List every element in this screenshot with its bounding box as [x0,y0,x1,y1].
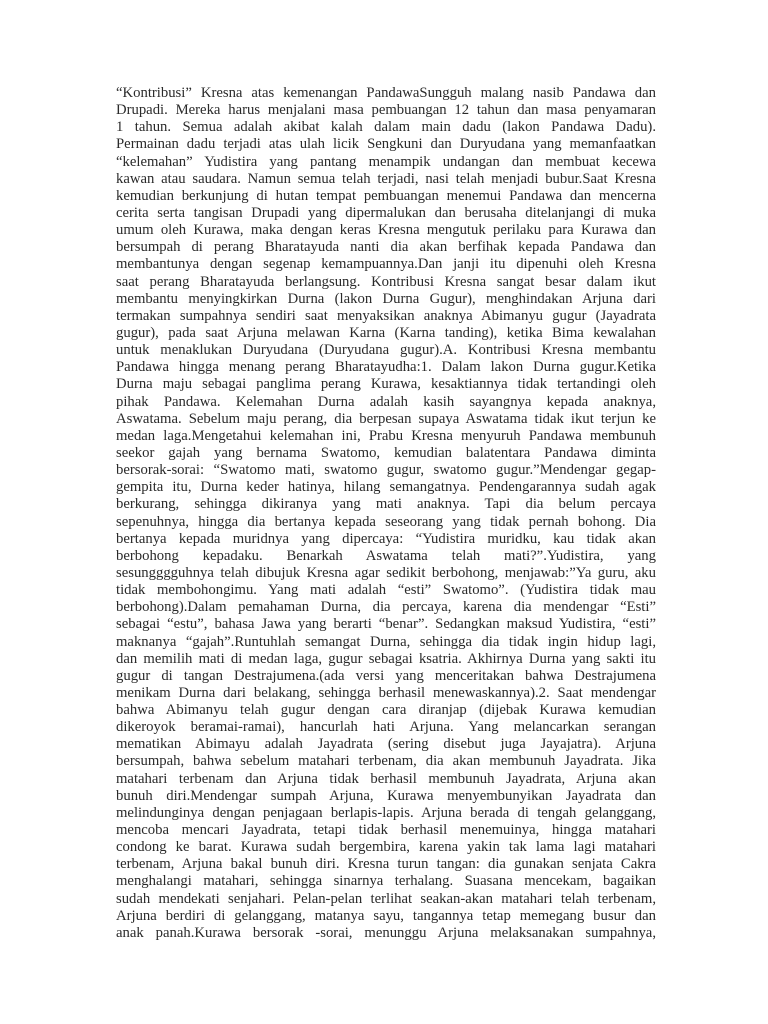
text-line: bunuh diri.Mendengar sumpah Arjuna, Kurawa menyembunyikan Jayadrata dan [116,787,656,804]
text-line: pihak Pandawa. Kelemahan Durna adalah kasih sayangnya kepada anaknya, [116,393,656,410]
text-line: bersumpah, bahwa sebelum matahari terbenam, dia akan membunuh Jayadrata. Jika [116,753,656,770]
text-line: melindunginya dengan penjagaan berlapis-lapis. Arjuna berada di tengah gelanggang, [116,804,656,821]
text-line: bersorak-sorai: “Swatomo mati, swatomo gugur, swatomo gugur.”Mendengar gegap- [116,462,656,479]
text-line: terbenam, Arjuna bakal bunuh diri. Kresna turun tangan: dia gunakan senjata Cakra [116,856,656,873]
text-line: dan memilih mati di medan laga, gugur sebagai ksatria. Akhirnya Durna yang sakti itu [116,650,656,667]
text-line: “kelemahan” Yudistira yang pantang menampik undangan dan membuat kecewa [116,153,656,170]
text-line: umum oleh Kurawa, maka dengan keras Kresna mengutuk perilaku para Kurawa dan [116,222,656,239]
text-line: seekor gajah yang bernama Swatomo, kemudian balatentara Pandawa diminta [116,444,656,461]
text-line: berkurang, sehingga dikiranya yang mati anaknya. Tapi dia belum percaya [116,496,656,513]
text-line: Aswatama. Sebelum maju perang, dia berpesan supaya Aswatama tidak ikut terjun ke [116,410,656,427]
text-line: Pandawa hingga menang perang Bharatayudha:1. Dalam lakon Durna gugur.Ketika [116,359,656,376]
text-line: bersumpah di perang Bharatayuda nanti dia akan berfihak kepada Pandawa dan [116,239,656,256]
text-line: tidak membohongimu. Yang mati adalah “esti” Swatomo”. (Yudistira tidak mau [116,582,656,599]
text-line: gugur), pada saat Arjuna melawan Karna (Karna tanding), ketika Bima kewalahan [116,324,656,341]
text-line: 1 tahun. Semua adalah akibat kalah dalam main dadu (lakon Pandawa Dadu). [116,119,656,136]
text-line: medan laga.Mengetahui kelemahan ini, Prabu Kresna menyuruh Pandawa membunuh [116,427,656,444]
text-line: menikam Durna dari belakang, sehingga berhasil menewaskannya).2. Saat mendengar [116,684,656,701]
text-line: condong ke barat. Kurawa sudah bergembira, karena yakin tak lama lagi matahari [116,839,656,856]
text-line: gempita itu, Durna keder hatinya, hilang semangatnya. Pendengarannya sudah agak [116,479,656,496]
text-line: berbohong).Dalam pemahaman Durna, dia percaya, karena dia mendengar “Esti” [116,599,656,616]
text-line: mencoba mencari Jayadrata, tetapi tidak berhasil menemuinya, hingga matahari [116,822,656,839]
text-line: untuk menaklukan Duryudana (Duryudana gugur).A. Kontribusi Kresna membantu [116,342,656,359]
text-line: dikeroyok beramai-ramai), hancurlah hati Arjuna. Yang melancarkan serangan [116,719,656,736]
text-line: sesungggguhnya telah dibujuk Kresna agar sedikit berbohong, menjawab:”Ya guru, aku [116,564,656,581]
text-line: mematikan Abimayu adalah Jayadrata (sering disebut juga Jayajatra). Arjuna [116,736,656,753]
text-line: membantunya dengan segenap kemampuannya.Dan janji itu dipenuhi oleh Kresna [116,256,656,273]
text-line: kemudian berkunjung di hutan tempat pembuangan menemui Pandawa dan mencerna [116,187,656,204]
text-line: termakan sumpahnya sendiri saat menyaksikan anaknya Abimanyu gugur (Jayadrata [116,307,656,324]
document-text-block [116,85,656,942]
text-line: Drupadi. Mereka harus menjalani masa pembuangan 12 tahun dan masa penyamaran [116,102,656,119]
text-line: Durna maju sebagai panglima perang Kurawa, kesaktiannya tidak tertandingi oleh [116,376,656,393]
text-line: matahari terbenam dan Arjuna tidak berhasil membunuh Jayadrata, Arjuna akan [116,770,656,787]
text-line: anak panah.Kurawa bersorak -sorai, menunggu Arjuna melaksanakan sumpahnya, [116,924,656,941]
text-line: cerita serta tangisan Drupadi yang dipermalukan dan berusaha ditelanjangi di muka [116,204,656,221]
text-line: bertanya kepada muridnya yang dipercaya: “Yudistira muridku, kau tidak akan [116,530,656,547]
text-line: sudah mendekati senjahari. Pelan-pelan terlihat seakan-akan matahari telah terbenam, [116,890,656,907]
text-line: berbohong kepadaku. Benarkah Aswatama telah mati?”.Yudistira, yang [116,547,656,564]
text-line: sebagai “estu”, bahasa Jawa yang berarti “benar”. Sedangkan maksud Yudistira, “esti” [116,616,656,633]
text-line: “Kontribusi” Kresna atas kemenangan PandawaSungguh malang nasib Pandawa dan [116,85,656,101]
text-line: saat perang Bharatayuda berlangsung. Kontribusi Kresna sangat besar dalam ikut [116,273,656,290]
text-line: Arjuna berdiri di gelanggang, matanya sayu, tangannya tetap memegang busur dan [116,907,656,924]
text-line: menghalangi matahari, sehingga sinarnya terhalang. Suasana mencekam, bagaikan [116,873,656,890]
text-line: Permainan dadu terjadi atas ulah licik Sengkuni dan Duryudana yang memanfaatkan [116,136,656,153]
text-line: membantu menyingkirkan Durna (lakon Durna Gugur), menghindakan Arjuna dari [116,290,656,307]
text-line: kawan atau saudara. Namun semua telah terjadi, nasi telah menjadi bubur.Saat Kresna [116,170,656,187]
text-line: sepenuhnya, hingga dia bertanya kepada seseorang yang tidak pernah bohong. Dia [116,513,656,530]
text-line: maknanya “gajah”.Runtuhlah semangat Durna, sehingga dia tidak ingin hidup lagi, [116,633,656,650]
text-line: gugur di tangan Destrajumena.(ada versi yang menceritakan bahwa Destrajumena [116,667,656,684]
text-line: bahwa Abimanyu telah gugur dengan cara diranjap (dijebak Kurawa kemudian [116,702,656,719]
